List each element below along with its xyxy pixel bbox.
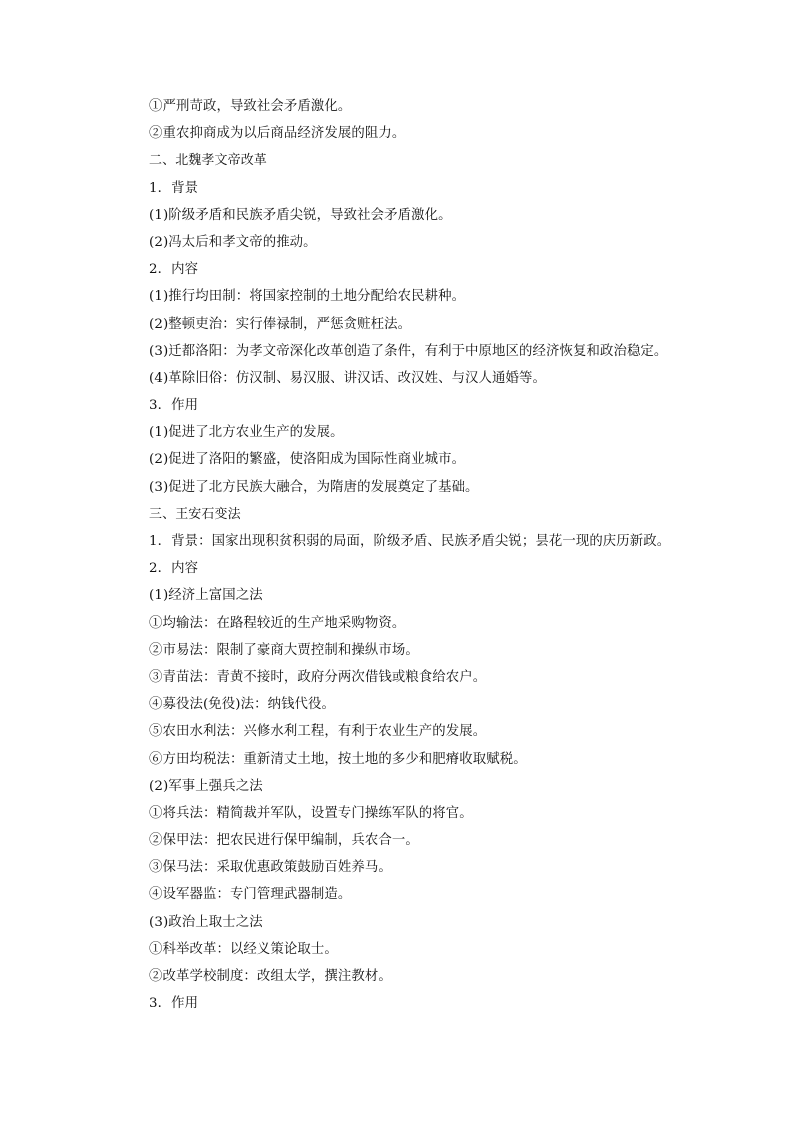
- section-heading: 二、北魏孝文帝改革: [149, 153, 267, 169]
- section-heading: 三、王安石变法: [149, 506, 241, 522]
- subheading: 1．背景: [149, 180, 199, 196]
- text-line: ②重农抑商成为以后商品经济发展的阻力。: [149, 126, 406, 142]
- text-line: (1)阶级矛盾和民族矛盾尖锐，导致社会矛盾激化。: [149, 207, 452, 223]
- text-line: ③保马法：采取优惠政策鼓励百姓养马。: [149, 860, 392, 876]
- text-line: (2)促进了洛阳的繁盛，使洛阳成为国际性商业城市。: [149, 452, 466, 468]
- subheading: (1)经济上富国之法: [149, 588, 263, 604]
- text-line: ①均输法：在路程较近的生产地采购物资。: [149, 615, 406, 631]
- text-line: (4)革除旧俗：仿汉制、易汉服、讲汉话、改汉姓、与汉人通婚等。: [149, 370, 547, 386]
- text-line: ②改革学校制度：改组太学，撰注教材。: [149, 969, 392, 984]
- document-body: [149, 93, 709, 1017]
- text-line: ②市易法：限制了豪商大贾控制和操纵市场。: [149, 642, 419, 658]
- subheading: 2．内容: [149, 561, 199, 577]
- text-line: ①将兵法：精简裁并军队，设置专门操练军队的将官。: [149, 805, 473, 821]
- subheading: 3．作用: [149, 996, 199, 1012]
- text-line: (2)整顿吏治：实行俸禄制，严惩贪赃枉法。: [149, 316, 412, 332]
- subheading: 2．内容: [149, 262, 199, 278]
- text-line: ⑥方田均税法：重新清丈土地，按土地的多少和肥瘠收取赋税。: [149, 751, 527, 767]
- text-line: ④募役法(免役)法：纳钱代役。: [149, 697, 336, 713]
- text-line: ③青苗法：青黄不接时，政府分两次借钱或粮食给农户。: [149, 669, 487, 685]
- text-line: ②保甲法：把农民进行保甲编制，兵农合一。: [149, 833, 419, 849]
- text-line: (3)促进了北方民族大融合，为隋唐的发展奠定了基础。: [149, 479, 479, 495]
- text-line: (1)促进了北方农业生产的发展。: [149, 425, 344, 441]
- text-line: ①严刑苛政，导致社会矛盾激化。: [149, 99, 352, 114]
- text-line: 1．背景：国家出现积贫积弱的局面，阶级矛盾、民族矛盾尖锐；昙花一现的庆历新政。: [149, 534, 671, 549]
- subheading: (2)军事上强兵之法: [149, 778, 263, 794]
- subheading: (3)政治上取士之法: [149, 914, 263, 930]
- text-line: (3)迁都洛阳：为孝文帝深化改革创造了条件，有利于中原地区的经济恢复和政治稳定。: [149, 343, 668, 359]
- text-line: (2)冯太后和孝文帝的推动。: [149, 234, 317, 250]
- text-line: ⑤农田水利法：兴修水利工程，有利于农业生产的发展。: [149, 724, 487, 740]
- text-line: ①科举改革：以经义策论取士。: [149, 941, 338, 957]
- text-line: (1)推行均田制：将国家控制的土地分配给农民耕种。: [149, 289, 466, 305]
- text-line: ④设军器监：专门管理武器制造。: [149, 887, 352, 903]
- subheading: 3．作用: [149, 398, 199, 414]
